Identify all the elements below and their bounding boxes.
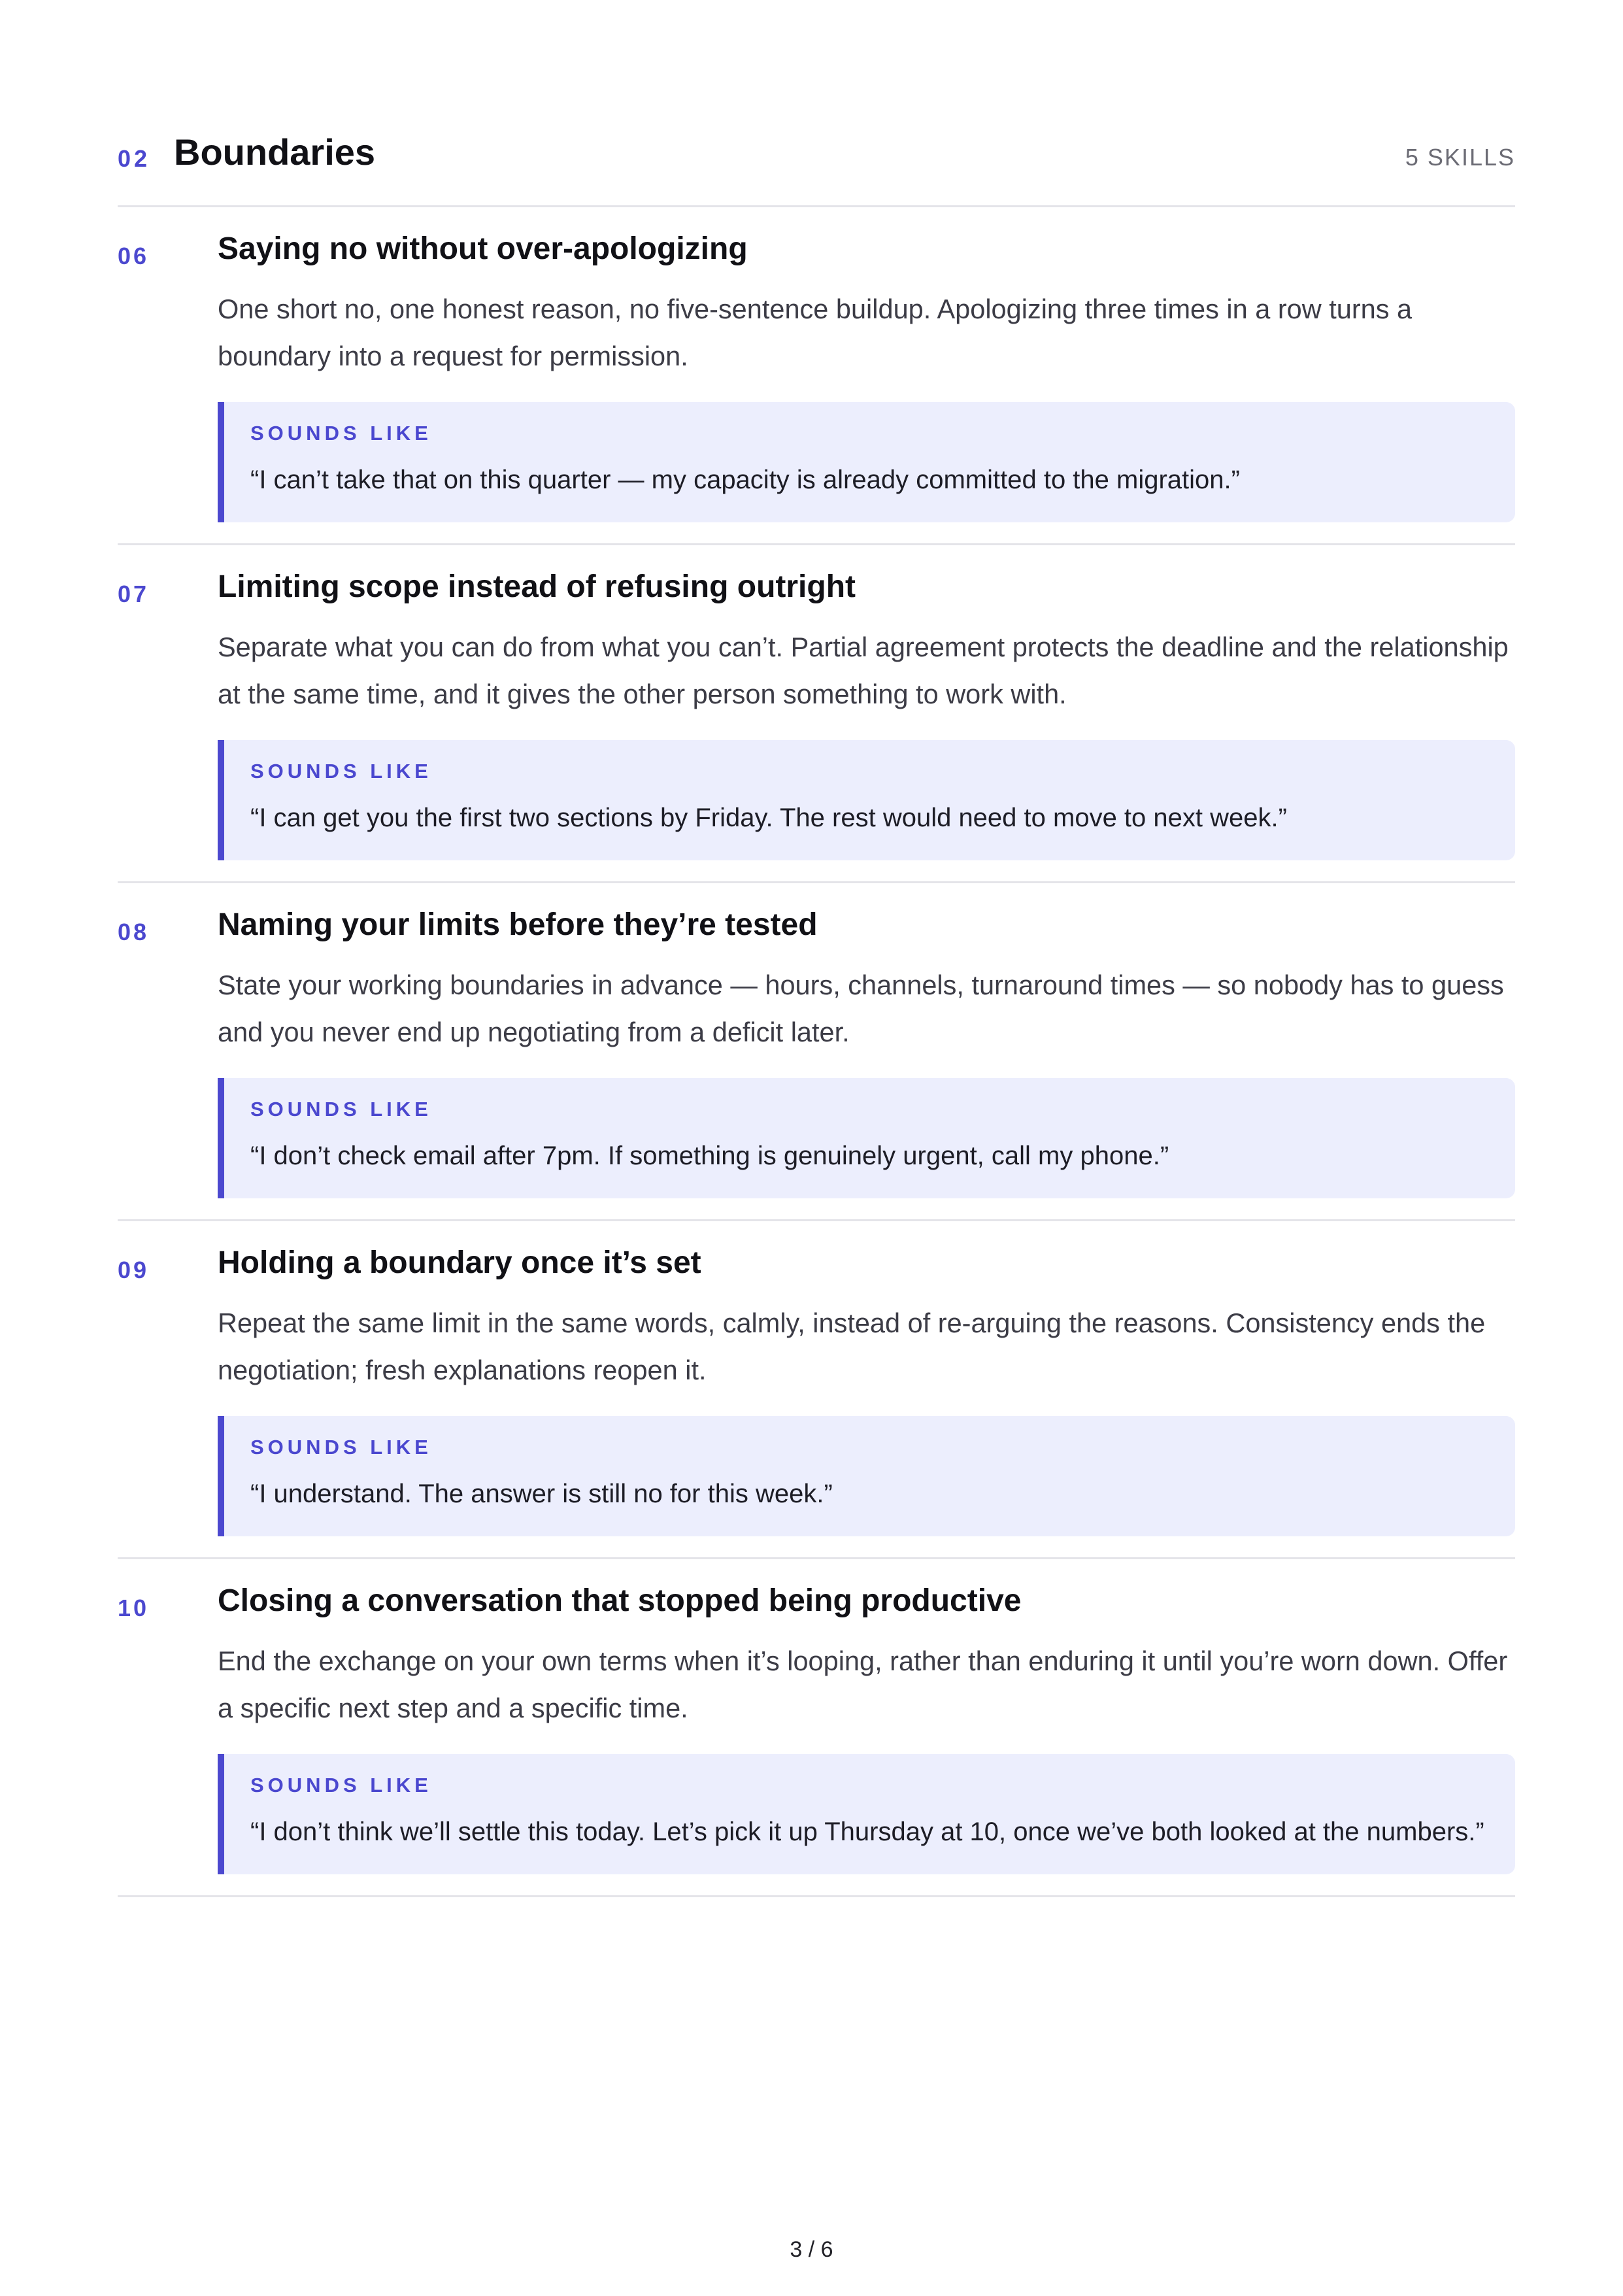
example-callout	[218, 402, 1515, 522]
example-callout	[218, 740, 1515, 860]
example-label: SOUNDS LIKE	[250, 1436, 432, 1459]
example-label: SOUNDS LIKE	[250, 760, 432, 783]
example-quote: “I don’t think we’ll settle this today. Let’s pick it up Thursday at 10, once we’ve both looked at the numbers.”	[250, 1817, 1484, 1846]
skill-description: Repeat the same limit in the same words, calmly, instead of re-arguing the reasons. Consistency ends the negotiation; fresh explanations reopen it.	[218, 1308, 1486, 1385]
skill-title: Naming your limits before they’re tested	[218, 907, 818, 942]
section-number: 02	[118, 145, 151, 172]
skill-body	[218, 231, 1515, 522]
example-quote: “I can get you the first two sections by Friday. The rest would need to move to next week.”	[250, 803, 1287, 832]
skill-number: 10	[118, 1595, 150, 1621]
skill-title: Limiting scope instead of refusing outright	[218, 569, 856, 604]
example-callout	[218, 1416, 1515, 1536]
skill-number: 06	[118, 243, 150, 269]
skill-item	[118, 207, 1515, 545]
skill-description: Separate what you can do from what you can’t. Partial agreement protects the deadline and the relationship at the same time, and it gives the other person something to work with.	[218, 632, 1509, 709]
skill-item	[118, 545, 1515, 883]
section-skill-count: 5 SKILLS	[1405, 144, 1515, 171]
skill-body	[218, 1583, 1515, 1874]
skill-item	[118, 1559, 1515, 1897]
skill-list	[118, 207, 1515, 1897]
example-label: SOUNDS LIKE	[250, 1098, 432, 1121]
skill-item	[118, 1221, 1515, 1559]
example-label: SOUNDS LIKE	[250, 1774, 432, 1797]
skill-title: Closing a conversation that stopped being productive	[218, 1583, 1022, 1618]
skill-number: 07	[118, 581, 150, 607]
section-title: Boundaries	[174, 131, 376, 173]
skill-title: Saying no without over-apologizing	[218, 231, 748, 266]
skill-body	[218, 907, 1515, 1198]
example-quote: “I don’t check email after 7pm. If something is genuinely urgent, call my phone.”	[250, 1141, 1169, 1170]
skill-body	[218, 569, 1515, 860]
skill-description: End the exchange on your own terms when it’s looping, rather than enduring it until you’re worn down. Offer a specific next step and a specific time.	[218, 1646, 1508, 1723]
skill-number: 08	[118, 919, 150, 945]
section-header	[118, 128, 1515, 207]
page-indicator: 3 / 6	[790, 2237, 833, 2262]
example-callout	[218, 1754, 1515, 1874]
example-label: SOUNDS LIKE	[250, 422, 432, 445]
skill-number: 09	[118, 1257, 150, 1283]
skill-title: Holding a boundary once it’s set	[218, 1245, 701, 1280]
example-callout	[218, 1078, 1515, 1198]
skill-item	[118, 883, 1515, 1221]
example-quote: “I understand. The answer is still no for this week.”	[250, 1479, 833, 1508]
skill-description: One short no, one honest reason, no five-sentence buildup. Apologizing three times in a row turns a boundary into a request for permission.	[218, 294, 1413, 371]
skill-body	[218, 1245, 1515, 1536]
skill-description: State your working boundaries in advance — hours, channels, turnaround times — so nobody has to guess and you never end up negotiating from a deficit later.	[218, 970, 1504, 1047]
example-quote: “I can’t take that on this quarter — my capacity is already committed to the migration.”	[250, 465, 1240, 494]
